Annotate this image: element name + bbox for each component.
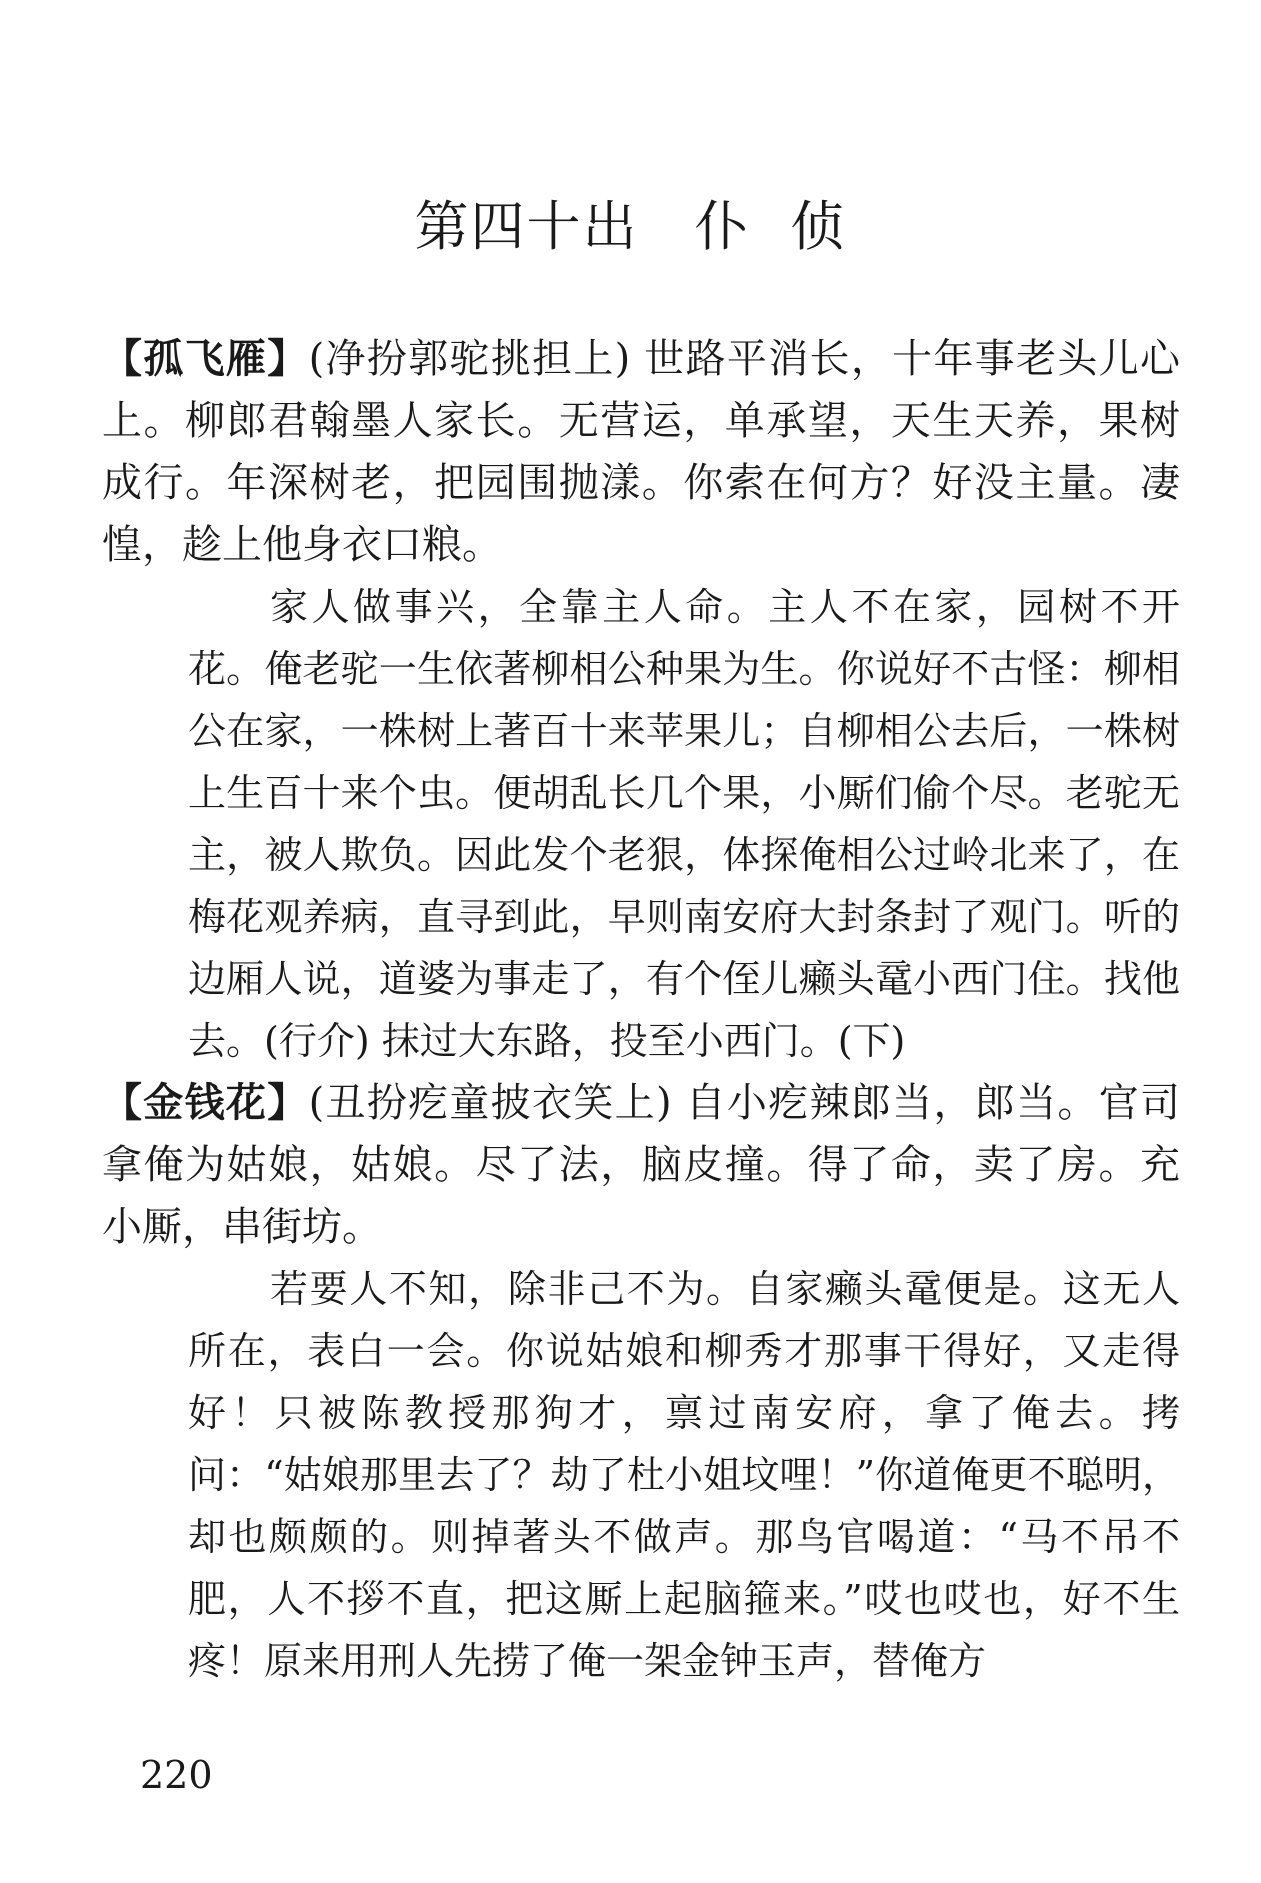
lyric-text-2: (丑扮疙童披衣笑上) 自小疙辣郎当，郎当。官司拿俺为姑娘，姑娘。尽了法，脑皮撞。得了命，卖了房。充小厮，串街坊。 [102,1080,1180,1250]
chapter-body [102,328,1180,1692]
chapter-number: 第四十出 [414,195,639,258]
tune-name-1: 【孤飞雁】 [102,336,309,382]
tune-name-2: 【金钱花】 [102,1080,309,1126]
dialogue-2: 若要人不知，除非己不为。自家癞头鼋便是。这无人所在，表白一会。你说姑娘和柳秀才那事干得好，又走得好！只被陈教授那狗才，禀过南安府，拿了俺去。拷问：“姑娘那里去了？劫了杜小姐坟哩！”你道俺更不聪明，却也颇颇的。则掉著头不做声。那鸟官喝道：“马不吊不肥，人不拶不直，把这厮上起脑箍来。”哎也哎也，好不生疼！原来用刑人先捞了俺一架金钟玉声，替俺方 [188,1267,1180,1683]
chapter-title [0,195,1261,258]
lyric-text-1: (净扮郭驼挑担上) 世路平消长，十年事老头儿心上。柳郎君翰墨人家长。无营运，单承望，天生天养，果树成行。年深树老，把园围抛漾。你索在何方？好没主量。凄惶，趁上他身衣口粮。 [102,336,1180,568]
chapter-name-part1: 仆 [694,195,751,258]
chapter-name-part2: 侦 [790,195,847,258]
page-number: 220 [140,1753,213,1797]
dialogue-1: 家人做事兴，全靠主人命。主人不在家，园树不开花。俺老驼一生依著柳相公种果为生。你说好不古怪：柳相公在家，一株树上著百十来苹果儿；自柳相公去后，一株树上生百十来个虫。便胡乱长几个果，小厮们偷个尽。老驼无主，被人欺负。因此发个老狠，体探俺相公过岭北来了，在梅花观养病，直寻到此，早则南安府大封条封了观门。听的边厢人说，道婆为事走了，有个侄儿癞头鼋小西门住。找他去。(行介) 抹过大东路，投至小西门。(下) [188,585,1180,1063]
lyric-section-1 [102,328,1180,576]
lyric-section-2 [102,1072,1180,1258]
